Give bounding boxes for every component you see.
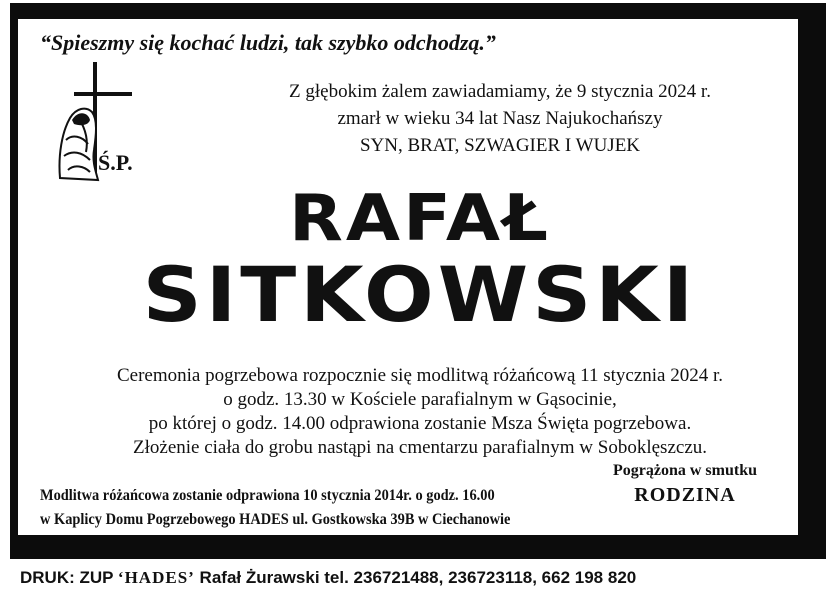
ceremony-line: o godz. 13.30 w Kościele parafialnym w Gąsocinie,	[223, 389, 617, 410]
deceased-last-name: SITKOWSKI	[142, 252, 698, 340]
mourning-signature	[590, 462, 780, 507]
deceased-first-name: RAFAŁ	[289, 180, 551, 256]
footer-prefix: DRUK: ZUP	[20, 568, 118, 587]
announcement-line: zmarł w wieku 34 lat Nasz Najukochańszy	[337, 108, 663, 129]
ceremony-line: Ceremonia pogrzebowa rozpocznie się modlitwą różańcową 11 stycznia 2024 r.	[116, 365, 724, 386]
footer-contact: Rafał Żurawski tel. 236721488, 236723118, 662 198 820	[194, 568, 637, 587]
sp-label: Ś.P.	[98, 150, 133, 175]
rosary-line: Modlitwa różańcowa zostanie odprawiona 10 stycznia 2014r. o godz. 16.00	[40, 487, 495, 504]
announcement-line: SYN, BRAT, SZWAGIER I WUJEK	[359, 135, 641, 156]
mourning-line: Pogrążona w smutku	[612, 462, 757, 479]
printer-footer	[20, 568, 636, 588]
motto-quote: “Spieszmy się kochać ludzi, tak szybko odchodzą.”	[40, 30, 496, 55]
rosary-notice	[40, 484, 510, 532]
ceremony-line: po której o godz. 14.00 odprawiona zostanie Msza Święta pogrzebowa.	[148, 413, 692, 434]
ceremony-details	[60, 364, 780, 460]
footer-brand: ‘HADES’	[117, 568, 195, 587]
announcement	[230, 78, 770, 159]
rosary-line: w Kaplicy Domu Pogrzebowego HADES ul. Gostkowska 39B w Ciechanowie	[40, 511, 511, 528]
ceremony-line: Złożenie ciała do grobu nastąpi na cmentarzu parafialnym w Soboklęszczu.	[133, 437, 707, 458]
family-label: RODZINA	[634, 484, 736, 506]
announcement-line: Z głębokim żalem zawiadamiamy, że 9 stycznia 2024 r.	[289, 81, 711, 102]
